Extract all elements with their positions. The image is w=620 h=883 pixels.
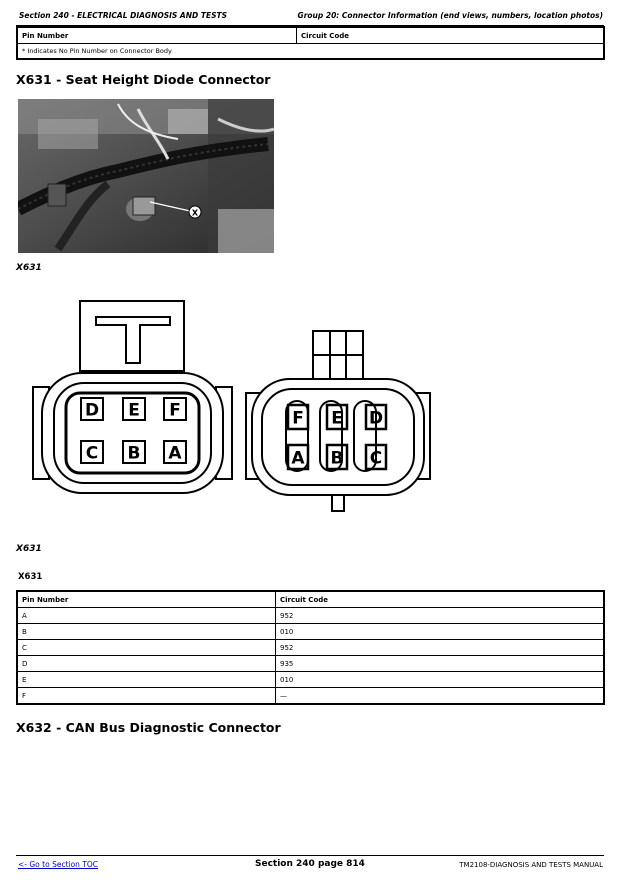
circuit-cell: 935: [276, 656, 605, 672]
photo-caption: X631: [16, 263, 42, 273]
x631-heading: X631 - Seat Height Diode Connector: [16, 72, 271, 87]
pin-cell: D: [17, 656, 276, 672]
circuit-cell: 952: [276, 640, 605, 656]
table-row: [17, 608, 604, 624]
table-row: [17, 44, 604, 60]
table-row: [17, 656, 604, 672]
right-pin-e: E: [331, 408, 343, 429]
circuit-cell: 010: [276, 624, 605, 640]
table-row: [17, 640, 604, 656]
pin-cell: A: [17, 608, 276, 624]
pin-number-header: Pin Number: [17, 591, 276, 608]
circuit-code-header: Circuit Code: [297, 27, 605, 44]
footer-divider: [16, 855, 604, 856]
section-title: Section 240 - ELECTRICAL DIAGNOSIS AND TESTS: [19, 11, 228, 20]
pin-cell: C: [17, 640, 276, 656]
left-pin-c: C: [85, 443, 99, 464]
legend-note: * Indicates No Pin Number on Connector Body: [17, 44, 604, 60]
right-pin-d: D: [368, 408, 384, 429]
table-row: [17, 672, 604, 688]
photo-callout: X: [191, 208, 199, 218]
table-header-row: [17, 27, 604, 44]
table-header-row: [17, 591, 604, 608]
circuit-code-header: Circuit Code: [276, 591, 605, 608]
left-pin-d: D: [84, 400, 100, 421]
table-row: [17, 624, 604, 640]
pin-circuit-table: [16, 590, 605, 705]
connector-end-view-diagram: [30, 297, 435, 525]
manual-title: TM2108-DIAGNOSIS AND TESTS MANUAL: [459, 861, 603, 869]
circuit-cell: 010: [276, 672, 605, 688]
left-pin-f: F: [169, 400, 181, 421]
page-number: Section 240 page 814: [255, 859, 365, 869]
group-title: Group 20: Connector Information (end views, numbers, location photos): [297, 11, 603, 20]
right-pin-f: F: [292, 408, 304, 429]
circuit-cell: 952: [276, 608, 605, 624]
x632-heading: X632 - CAN Bus Diagnostic Connector: [16, 720, 281, 735]
right-pin-a: A: [291, 448, 305, 469]
pin-number-header: Pin Number: [17, 27, 297, 44]
circuit-cell: —: [276, 688, 605, 705]
section-toc-link[interactable]: <- Go to Section TOC: [18, 860, 99, 869]
right-pin-c: C: [369, 448, 383, 469]
left-pin-e: E: [128, 400, 140, 421]
left-pin-a: A: [168, 443, 182, 464]
right-pin-b: B: [330, 448, 344, 469]
diagram-caption: X631: [16, 544, 42, 554]
legend-table: [16, 26, 605, 60]
pin-table-label: X631: [18, 572, 43, 582]
left-pin-b: B: [127, 443, 141, 464]
pin-cell: E: [17, 672, 276, 688]
table-row: [17, 688, 604, 705]
connector-location-photo: [18, 99, 274, 253]
pin-cell: F: [17, 688, 276, 705]
pin-cell: B: [17, 624, 276, 640]
